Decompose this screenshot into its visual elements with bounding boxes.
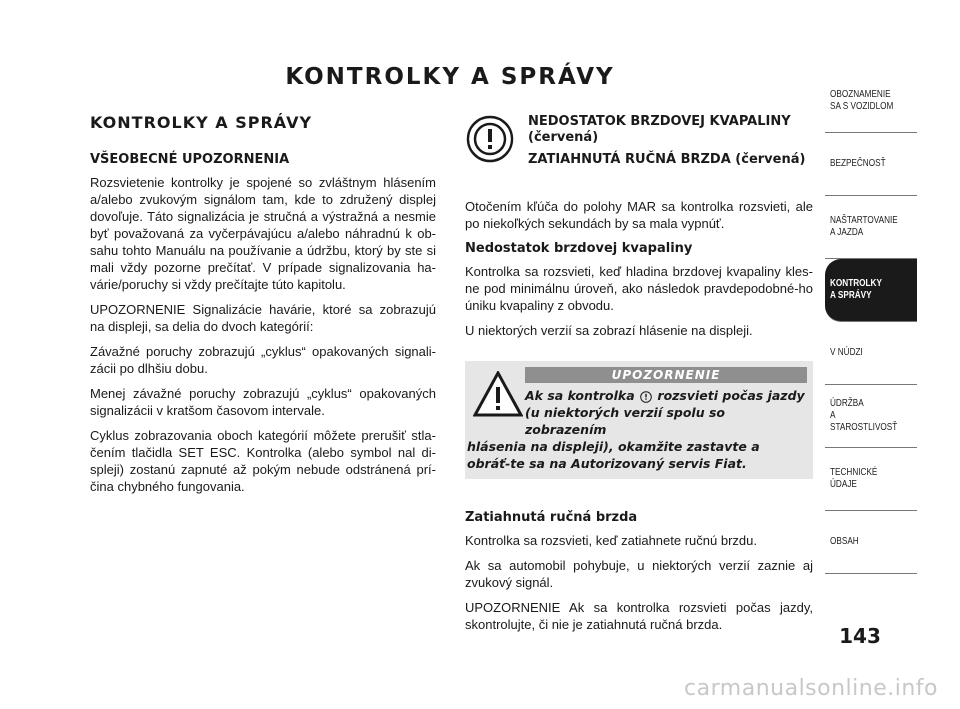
tab-label: V NÚDZI <box>830 347 863 358</box>
paragraph: UPOZORNENIE Ak sa kontrolka rozsvieti počas jazdy, skontrolujte, či nie je zatiahnutá ručná brzda. <box>465 600 813 632</box>
warning-text-part: Ak sa kontrolka <box>525 388 635 403</box>
page-title: KONTROLKY A SPRÁVY <box>285 64 615 90</box>
paragraph: Rozsvietenie kontrolky je spojené so zvláštnym hlásením a/alebo zvukovým signálom tam, kde to združený displej dovoľuje. Táto signalizácia je stručná a výstražná a nesmie byť považovaná za vyčerpávajúcu a/alebo náhradnú k ob-sahu tohto Manuálu na používanie a údržbu, ktorý by ste si mali vždy pozorne prečítať. V prípade signalizovania ha-várie/poruchy si vždy prečítajte túto kapitolu. <box>90 175 436 292</box>
brake-warning-icon-small <box>639 391 653 403</box>
tab-label: ÚDRŽBA A STAROSTLIVOSŤ <box>830 398 898 433</box>
tab-label: OBSAH <box>830 536 859 547</box>
tab-label: OBOZNAMENIE SA S VOZIDLOM <box>830 89 894 112</box>
tab-udrzba[interactable] <box>825 385 917 448</box>
tab-bezpecnost[interactable] <box>825 133 917 196</box>
brake-fluid-heading: Nedostatok brzdovej kvapaliny <box>465 241 693 256</box>
tab-nastartovanie[interactable] <box>825 196 917 259</box>
tab-technicke[interactable] <box>825 448 917 511</box>
paragraph: Závažné poruchy zobrazujú „cyklus“ opakovaných signali-zácii po dlhšiu dobu. <box>90 344 436 376</box>
warning-light-header <box>465 114 813 194</box>
tab-obsah[interactable] <box>825 511 917 574</box>
general-warnings-heading: VŠEOBECNÉ UPOZORNENIA <box>90 152 290 167</box>
handbrake-heading: Zatiahnutá ručná brzda <box>465 510 638 525</box>
paragraph: Kontrolka sa rozsvieti, keď hladina brzdovej kvapaliny kles-ne pod minimálnu úroveň, ako následok pravdepodobné-ho úniku kvapaliny z obvodu. <box>465 264 813 313</box>
paragraph: Menej závažné poruchy zobrazujú „cyklus“ opakovaných signalizácii v kratšom časovom intervale. <box>90 386 436 418</box>
section-heading: KONTROLKY A SPRÁVY <box>90 113 313 132</box>
tab-label: TECHNICKÉ ÚDAJE <box>830 467 878 490</box>
right-column <box>465 114 813 641</box>
brake-fluid-title: NEDOSTATOK BRZDOVEJ KVAPALINY (červená) <box>528 114 791 145</box>
warning-text-part: hlásenia na displeji), okamžite zastavte a obráť-te sa na Autorizovaný servis Fiat. <box>467 439 760 471</box>
tab-label: BEZPEČNOSŤ <box>830 158 886 169</box>
tab-oboznamenie[interactable] <box>825 70 917 133</box>
paragraph: Kontrolka sa rozsvieti, keď zatiahnete ručnú brzdu. <box>465 533 757 548</box>
handbrake-title: ZATIAHNUTÁ RUČNÁ BRZDA (červená) <box>528 152 806 167</box>
paragraph: U niektorých verzií sa zobrazí hlásenie na displeji. <box>465 323 753 338</box>
tab-v-nudzi[interactable] <box>825 322 917 385</box>
left-column <box>90 114 436 503</box>
page-number: 143 <box>839 624 881 648</box>
intro-paragraph: Otočením kľúča do polohy MAR sa kontrolka rozsvieti, ale po niekoľkých sekundách by sa mala vypnúť. <box>465 199 813 231</box>
paragraph: UPOZORNENIE Signalizácie havárie, ktoré sa zobrazujú na displeji, sa delia do dvoch kategórií: <box>90 302 436 334</box>
chapter-sidebar <box>825 70 917 574</box>
tab-label: NAŠTARTOVANIE A JAZDA <box>830 215 898 238</box>
tab-label: KONTROLKY A SPRÁVY <box>830 278 882 301</box>
brake-warning-icon <box>465 114 515 164</box>
warning-text-part: (u niektorých verzií spolu so zobrazením <box>525 405 725 437</box>
tab-kontrolky-active[interactable] <box>825 259 917 322</box>
paragraph: Ak sa automobil pohybuje, u niektorých verzií zaznie aj zvukový signál. <box>465 558 813 590</box>
watermark: carmanualsonline.info <box>684 676 938 701</box>
paragraph: Cyklus zobrazovania oboch kategórií môžete prerušiť stla-čením tlačidla SET ESC. Kontrolka (alebo symbol nal di-spleji) zostanú zapnuté až pokým nebude odstránená prí-čina chybného fungovania. <box>90 428 436 494</box>
warning-label: UPOZORNENIE <box>525 367 807 383</box>
warning-text-part: rozsvieti počas jazdy <box>657 388 805 403</box>
warning-box <box>465 361 813 479</box>
warning-triangle-icon <box>473 371 523 417</box>
